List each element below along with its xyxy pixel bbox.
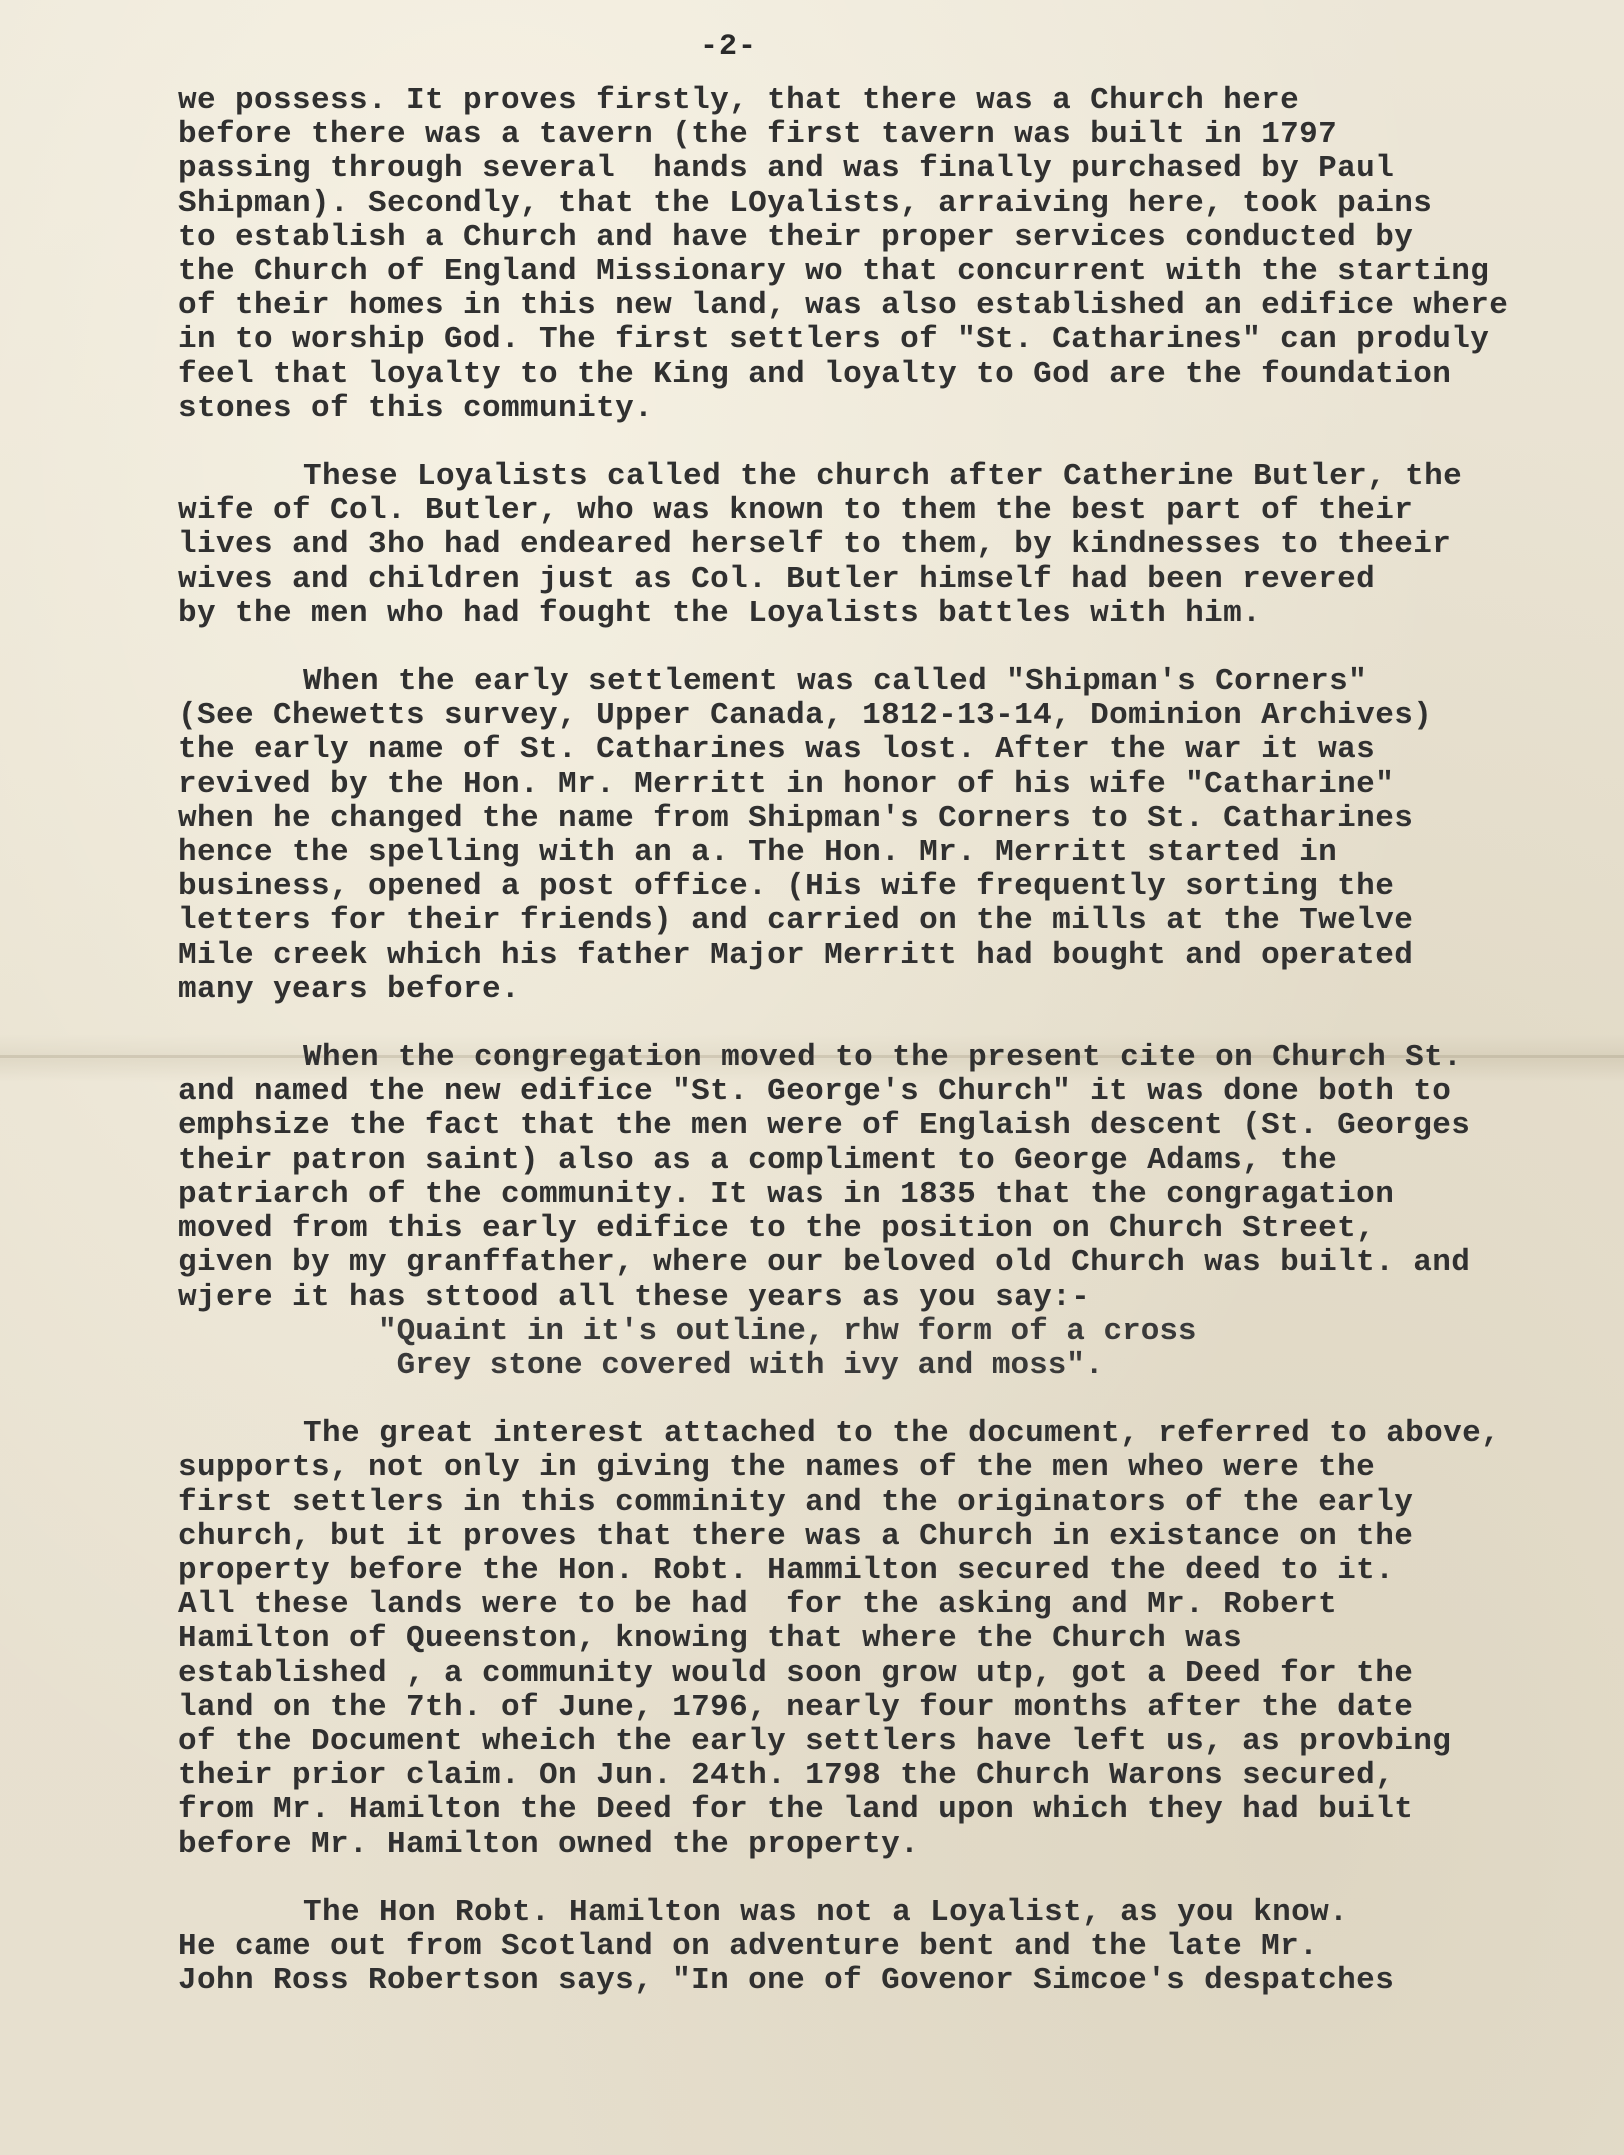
text-line: the early name of St. Catharines was lost. After the war it was bbox=[178, 732, 1376, 768]
text-line: business, opened a post office. (His wife frequently sorting the bbox=[178, 869, 1395, 905]
letter-body bbox=[178, 84, 1598, 2032]
text-line: letters for their friends) and carried on the mills at the Twelve bbox=[178, 903, 1414, 939]
text-line: feel that loyalty to the King and loyalty to God are the foundation bbox=[178, 356, 1452, 392]
text-line: emphsize the fact that the men were of Englaish descent (St. Georges bbox=[178, 1108, 1471, 1144]
text-line: property before the Hon. Robt. Hammilton secured the deed to it. bbox=[178, 1552, 1395, 1588]
text-line: to establish a Church and have their proper services conducted by bbox=[178, 219, 1414, 255]
text-line: their patron saint) also as a compliment to George Adams, the bbox=[178, 1142, 1338, 1178]
text-line: church, but it proves that there was a Church in existance on the bbox=[178, 1518, 1414, 1554]
text-line: All these lands were to be had for the asking and Mr. Robert bbox=[178, 1587, 1338, 1623]
text-line: He came out from Scotland on adventure bent and the late Mr. bbox=[178, 1928, 1319, 1964]
text-line: Hamilton of Queenston, knowing that where the Church was bbox=[178, 1621, 1243, 1657]
paragraph-4 bbox=[178, 1041, 1598, 1383]
paragraph-3 bbox=[178, 665, 1598, 1007]
text-line: many years before. bbox=[178, 971, 521, 1007]
text-line: passing through several hands and was finally purchased by Paul bbox=[178, 151, 1395, 187]
text-line: before Mr. Hamilton owned the property. bbox=[178, 1826, 920, 1862]
text-line: of their homes in this new land, was also established an edifice where bbox=[178, 288, 1509, 324]
text-line: revived by the Hon. Mr. Merritt in honor of his wife "Catharine" bbox=[178, 766, 1395, 802]
paragraph-1 bbox=[178, 84, 1598, 426]
text-line: established , a community would soon grow utp, got a Deed for the bbox=[178, 1655, 1414, 1691]
text-line: we possess. It proves firstly, that there was a Church here bbox=[178, 83, 1300, 118]
text-line: in to worship God. The first settlers of "St. Catharines" can produly bbox=[178, 322, 1490, 358]
text-line: before there was a tavern (the first tavern was built in 1797 bbox=[178, 117, 1338, 153]
text-line: wife of Col. Butler, who was known to them the best part of their bbox=[178, 493, 1414, 529]
text-line: Shipman). Secondly, that the LOyalists, arraiving here, took pains bbox=[178, 185, 1433, 221]
text-line: These Loyalists called the church after Catherine Butler, the bbox=[303, 459, 1463, 495]
text-line: and named the new edifice "St. George's Church" it was done both to bbox=[178, 1074, 1452, 1110]
text-line: When the congregation moved to the present cite on Church St. bbox=[303, 1040, 1463, 1076]
text-line: When the early settlement was called "Shipman's Corners" bbox=[303, 664, 1368, 700]
text-line: first settlers in this comminity and the originators of the early bbox=[178, 1484, 1414, 1520]
poem-quote-line: Grey stone covered with ivy and moss". bbox=[378, 1347, 1104, 1383]
text-line: John Ross Robertson says, "In one of Govenor Simcoe's despatches bbox=[178, 1963, 1395, 1999]
text-line: lives and 3ho had endeared herself to them, by kindnesses to theeir bbox=[178, 527, 1452, 563]
text-line: (See Chewetts survey, Upper Canada, 1812-13-14, Dominion Archives) bbox=[178, 698, 1433, 734]
paragraph-5 bbox=[178, 1417, 1598, 1862]
text-line: supports, not only in giving the names of the men wheo were the bbox=[178, 1450, 1376, 1486]
paragraph-6 bbox=[178, 1896, 1598, 1999]
text-line: when he changed the name from Shipman's Corners to St. Catharines bbox=[178, 800, 1414, 836]
text-line: their prior claim. On Jun. 24th. 1798 the Church Warons secured, bbox=[178, 1758, 1395, 1794]
page-number: -2- bbox=[700, 30, 758, 64]
text-line: stones of this community. bbox=[178, 390, 654, 426]
text-line: moved from this early edifice to the position on Church Street, bbox=[178, 1211, 1376, 1247]
text-line: given by my granffather, where our beloved old Church was built. and bbox=[178, 1245, 1471, 1281]
text-line: wjere it has sttood all these years as you say:- bbox=[178, 1279, 1091, 1315]
text-line: The Hon Robt. Hamilton was not a Loyalist, as you know. bbox=[303, 1894, 1349, 1930]
text-line: Mile creek which his father Major Merritt had bought and operated bbox=[178, 937, 1414, 973]
text-line: of the Document wheich the early settlers have left us, as provbing bbox=[178, 1723, 1452, 1759]
text-line: patriarch of the community. It was in 1835 that the congragation bbox=[178, 1176, 1395, 1212]
text-line: by the men who had fought the Loyalists battles with him. bbox=[178, 595, 1262, 631]
text-line: the Church of England Missionary wo that concurrent with the starting bbox=[178, 254, 1490, 290]
paragraph-2 bbox=[178, 460, 1598, 631]
text-line: land on the 7th. of June, 1796, nearly four months after the date bbox=[178, 1689, 1414, 1725]
poem-quote-line: "Quaint in it's outline, rhw form of a cross bbox=[378, 1313, 1197, 1349]
text-line: wives and children just as Col. Butler himself had been revered bbox=[178, 561, 1376, 597]
text-line: from Mr. Hamilton the Deed for the land upon which they had built bbox=[178, 1792, 1414, 1828]
text-line: hence the spelling with an a. The Hon. Mr. Merritt started in bbox=[178, 835, 1338, 871]
text-line: The great interest attached to the document, referred to above, bbox=[303, 1416, 1501, 1452]
